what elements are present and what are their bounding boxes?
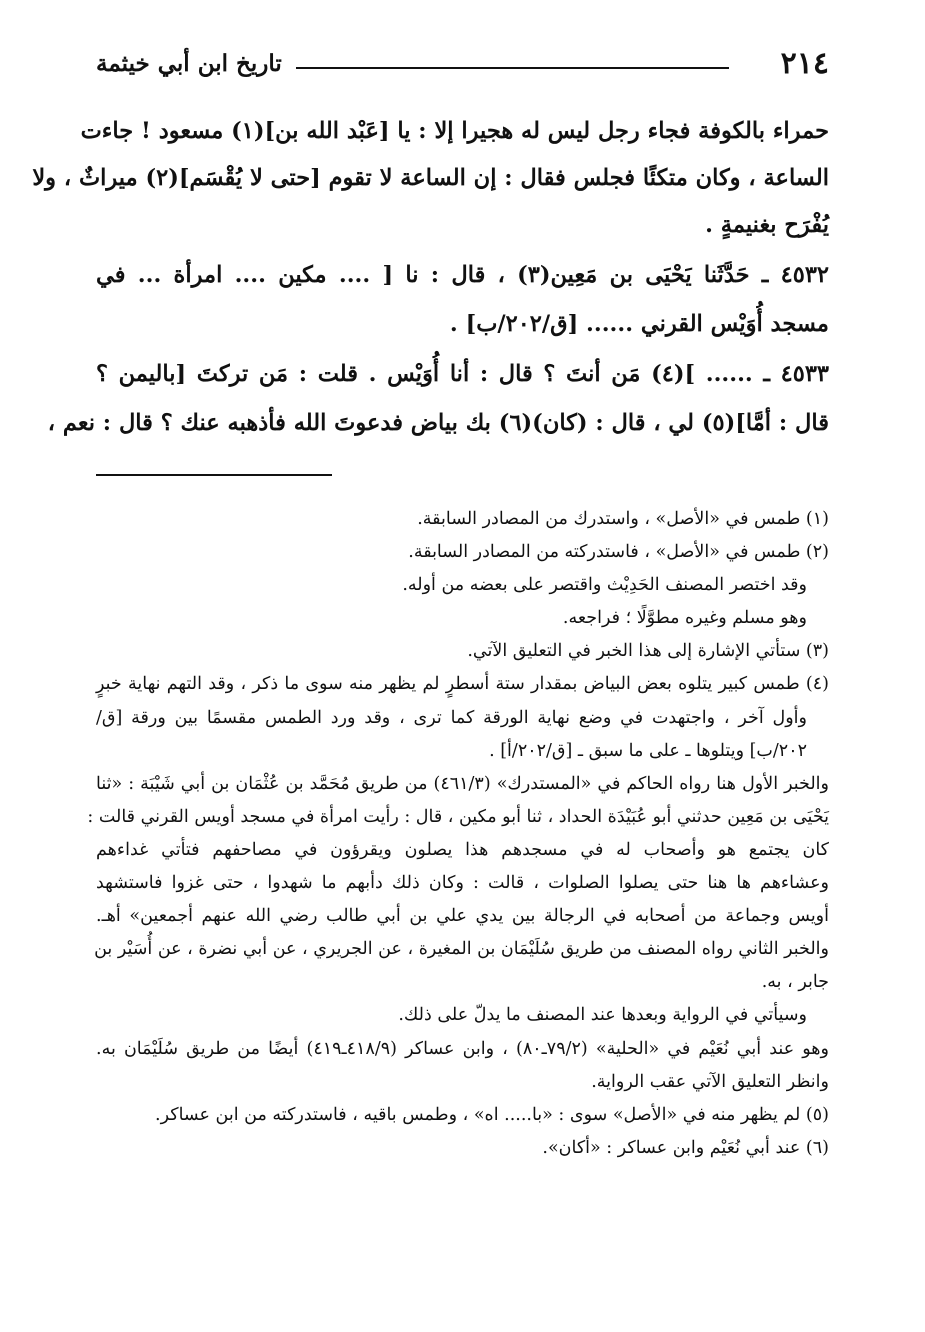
footnote-line: وهو مسلم وغيره مطوَّلًا ؛ فراجعه. — [562, 608, 807, 629]
main-line: يُفْرَح بغنيمةٍ . — [705, 212, 829, 238]
footnote-line: (٢) طمس في «الأصل» ، فاستدركته من المصادر السابقة. — [408, 542, 829, 563]
footnote-line: وقد اختصر المصنف الحَدِيْث واقتصر على بعضه من أوله. — [402, 575, 807, 596]
footnote-line: والخبر الأول هنا رواه الحاكم في «المستدرك» (٤٦١/٣) من طريق مُحَمَّد بن عُثْمَان بن أبي شَيْبَة : «ثنا — [96, 773, 829, 794]
main-line: حمراء بالكوفة فجاء رجل ليس له هجيرا إلا : يا [عَبْد الله بن](١) مسعود ! جاءت — [80, 118, 829, 144]
main-line: مسجد أُوَيْس القرني ...... [ق/٢٠٢/ب] . — [449, 311, 829, 337]
footnote-line: يَحْيَى بن مَعِين حدثني أبو عُبَيْدَة الحداد ، ثنا أبو مكين ، قال : رأيت امرأة في مسجد أويس القرني قالت : — [87, 806, 829, 827]
footnote-line: (٤) طمس كبير يتلوه بعض البياض بمقدار ستة أسطرٍ لم يظهر منه سوى ما ذكر ، وقد التهم نهاية خبرٍ — [96, 674, 829, 695]
page-number: ٢١٤ — [780, 46, 829, 81]
footnote-line: والخبر الثاني رواه المصنف من طريق سُلَيْمَان بن المغيرة ، عن الجريري ، عن أبي نضرة ، عن أُسَيْر بن — [94, 939, 829, 960]
footnote-line: (١) طمس في «الأصل» ، واستدرك من المصادر السابقة. — [417, 509, 829, 529]
book-title: تاريخ ابن أبي خيثمة — [96, 50, 282, 77]
footnote-separator — [96, 474, 332, 476]
footnote-line: أويس وجماعة من أصحابه في الرجالة بين يدي علي بن أبي طالب رضي الله عنهم أجمعين» أهـ. — [96, 906, 829, 927]
footnote-line: وسيأتي في الرواية وبعدها عند المصنف ما يدلّ على ذلك. — [398, 1005, 807, 1026]
footnote-line: كان يجتمع هو وأصحاب له في مسجدهم هذا يصلون ويقرؤون في مصاحفهم فتأتي غداءهم — [96, 839, 829, 860]
footnote-line: وأول آخر ، واجتهدت في وضع نهاية الورقة كما ترى ، وقد ورد الطمس مقسمًا بين ورقة [ق/ — [96, 707, 807, 728]
footnote-line: وانظر التعليق الآتي عقب الرواية. — [591, 1071, 829, 1092]
footnote-line: (٥) لم يظهر منه في «الأصل» سوى : «با..... اه» ، وطمس باقيه ، فاستدركته من ابن عساكر. — [155, 1104, 829, 1125]
footnote-line: وعشاءهم ها هنا حتى يصلوا الصلوات ، قالت : وكان ذلك دأبهم ما شهدوا ، حتى غزوا فاستشهد — [96, 873, 829, 894]
footnotes — [87, 503, 829, 1165]
footnote-line: (٣) ستأتي الإشارة إلى هذا الخبر في التعليق الآتي. — [467, 641, 829, 662]
footnote-line: ٢٠٢/ب] ويتلوها ـ على ما سبق ـ [ق/٢٠٢/أ] . — [489, 740, 807, 761]
page-header — [96, 40, 829, 90]
footnote-line: وهو عند أبي نُعَيْم في «الحلية» (٧٩/٢ـ٨٠) ، وابن عساكر (٤١٨/٩ـ٤١٩) أيضًا من طريق سُلَيْمَان به. — [96, 1038, 829, 1059]
main-line: قال : أمَّا](٥) لي ، قال : (كان)(٦) بك بياض فدعوتَ الله فأذهبه عنك ؟ قال : نعم ، — [47, 410, 829, 436]
footnote-line: (٦) عند أبي نُعَيْم وابن عساكر : «أكان». — [542, 1137, 829, 1158]
main-text — [32, 108, 829, 447]
header-rule — [296, 67, 729, 69]
footnote-line: جابر ، به. — [761, 972, 829, 993]
main-line: الساعة ، وكان متكئًا فجلس فقال : إن الساعة لا تقوم [حتى لا يُقْسَم](٢) ميراثٌ ، ولا — [32, 165, 829, 191]
main-line: ٤٥٣٢ ـ حَدَّثَنا يَحْيَى بن مَعِين(٣) ، قال : نا [ .... مكين .... امرأة ... في — [96, 262, 829, 288]
main-line: ٤٥٣٣ ـ ...... ](٤) مَن أنتَ ؟ قال : أنا أُوَيْس . قلت : مَن تركتَ [باليمن ؟ — [96, 361, 829, 387]
